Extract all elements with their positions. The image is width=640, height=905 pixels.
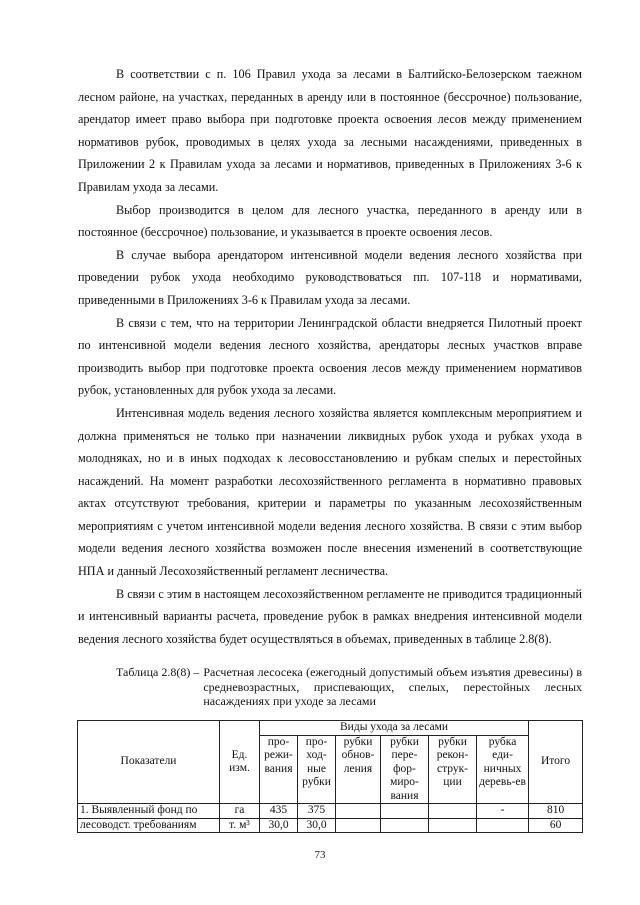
- page-number: 73: [314, 849, 326, 861]
- header-type-passage-cutting: про-ход-ные рубки: [298, 735, 336, 804]
- row-unit: т. м³: [220, 818, 260, 833]
- row-value: -: [477, 804, 529, 819]
- table-caption-label: Таблица 2.8(8) –: [116, 665, 200, 679]
- paragraph-2: Выбор производится в целом для лесного участка, переданного в аренду или в постоянное (бессрочное) пользование, и указывается в проекте освоения лесов.: [78, 202, 582, 240]
- header-type-reconstruction-cutting: рубки рекон-струк-ции: [429, 735, 477, 804]
- header-type-renewal-cutting: рубки обнов-ления: [336, 735, 381, 804]
- paragraph-4: В связи с тем, что на территории Ленинградской области внедряется Пилотный проект по интенсивной модели ведения лесного хозяйства, арендаторы лесных участков вправе производить выбор при подготовке проекта освоения лесов между применением нормативов рубок, установленных для рубок ухода за лесами.: [78, 315, 582, 398]
- header-unit: Ед. изм.: [220, 721, 260, 804]
- row-value: [336, 818, 381, 833]
- row-value: 435: [260, 804, 298, 819]
- header-type-reformation-cutting: рубки пере-фор-миро-вания: [381, 735, 429, 804]
- table-header-row-1: [78, 721, 583, 736]
- row-value: [336, 804, 381, 819]
- row-indicator: 1. Выявленный фонд по: [78, 804, 220, 819]
- row-value: [429, 818, 477, 833]
- row-value: 375: [298, 804, 336, 819]
- paragraph-5: Интенсивная модель ведения лесного хозяйства является комплексным мероприятием и должна применяться не только при назначении ликвидных рубок ухода и рубках ухода в молодняках, но и в иных подходах к лесовосстановлению и рубкам спелых и перестойных насаждений. На момент разработки лесохозяйственного регламента в нормативно правовых актах отсутствуют требования, критерии и параметры по указанным лесохозяйственным мероприятиям с учетом интенсивной модели ведения лесного хозяйства. В связи с этим выбор модели ведения лесного хозяйства возможен после внесения изменений в соответствующие НПА и данный Лесохозяйственный регламент лесничества.: [78, 405, 582, 579]
- row-value: [381, 804, 429, 819]
- row-value: 30,0: [260, 818, 298, 833]
- table-caption-text: Расчетная лесосека (ежегодный допустимый объем изъятия древесины) в средневозрастных, приспевающих, спелых, перестойных лесных насаждениях при уходе за лесами: [203, 665, 582, 708]
- table-row: [78, 804, 583, 819]
- table-row: [78, 818, 583, 833]
- paragraph-6: В связи с этим в настоящем лесохозяйственном регламенте не приводится традиционный и интенсивный варианты расчета, проведение рубок в рамках внедрения интенсивной модели ведения лесного хозяйства будет осуществляться в объемах, приведенных в таблице 2.8(8).: [78, 586, 582, 646]
- cutting-volume-table: [77, 720, 583, 833]
- row-indicator: лесоводст. требованиям: [78, 818, 220, 833]
- paragraph-3: В случае выбора арендатором интенсивной модели ведения лесного хозяйства при проведении рубок ухода необходимо руководствоваться пп. 107-118 и нормативами, приведенными в Приложениях 3-6 к Правилам ухода за лесами.: [78, 247, 582, 307]
- body-text: [78, 63, 582, 650]
- row-total: 810: [529, 804, 583, 819]
- table-caption: [116, 665, 582, 709]
- row-value: [429, 804, 477, 819]
- row-value: [477, 818, 529, 833]
- row-total: 60: [529, 818, 583, 833]
- row-unit: га: [220, 804, 260, 819]
- header-indicator: Показатели: [78, 721, 220, 804]
- row-value: 30,0: [298, 818, 336, 833]
- header-care-types-group: Виды ухода за лесами: [260, 721, 529, 736]
- header-type-single-tree-cutting: рубка еди-ничных деревь-ев: [477, 735, 529, 804]
- header-type-thinning: про-режи-вания: [260, 735, 298, 804]
- paragraph-1: В соответствии с п. 106 Правил ухода за лесами в Балтийско-Белозерском таежном лесном районе, на участках, переданных в аренду или в постоянное (бессрочное) пользование, арендатор имеет право выбора при подготовке проекта освоения лесов между применением нормативов рубок, проводимых в целях ухода за лесными насаждениями, приведенных в Приложении 2 к Правилам ухода за лесами и нормативов, приведенных в Приложениях 3-6 к Правилам ухода за лесами.: [78, 67, 582, 194]
- row-value: [381, 818, 429, 833]
- header-total: Итого: [529, 721, 583, 804]
